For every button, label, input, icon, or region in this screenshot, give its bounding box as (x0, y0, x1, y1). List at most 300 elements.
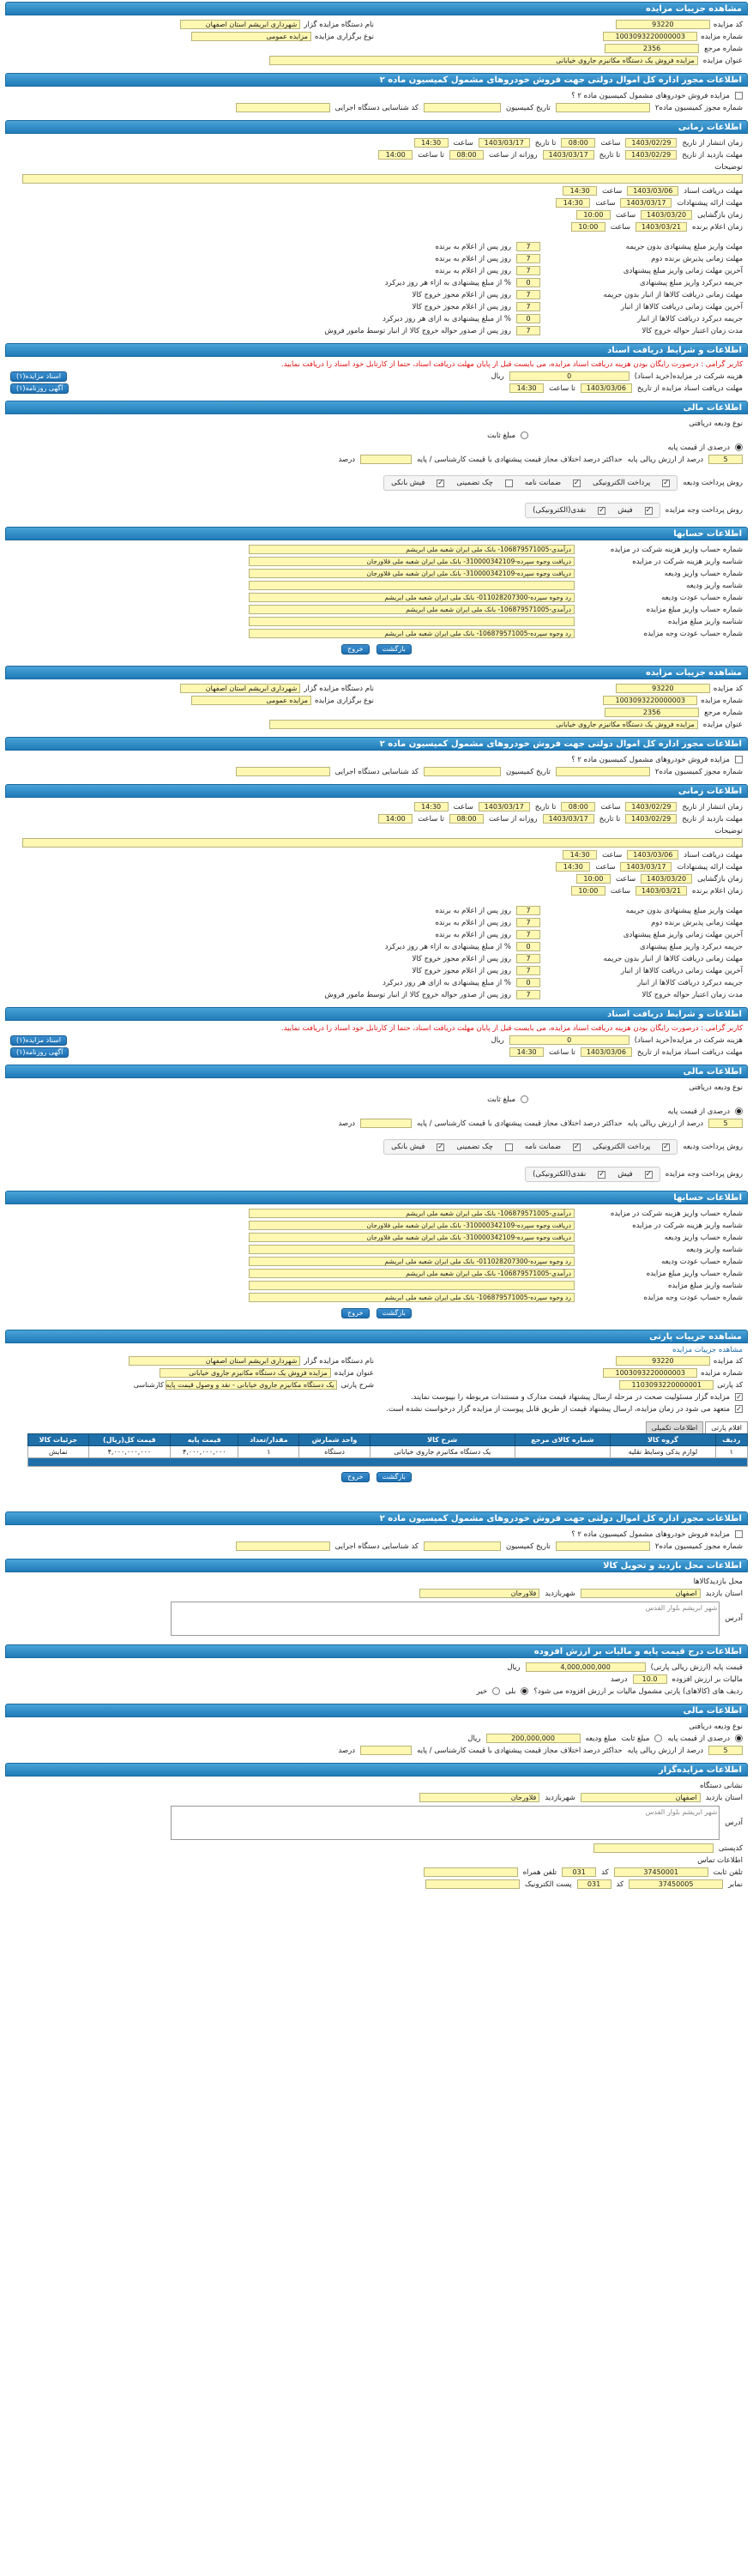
auction-details-link[interactable]: مشاهده جزییات مزایده (672, 1346, 743, 1354)
form-row (10, 31, 743, 42)
form-row (10, 801, 743, 812)
form-row (10, 90, 743, 101)
org-name-field[interactable]: شهرداری ابریشم استان اصفهان (180, 684, 300, 693)
form-row (10, 1792, 743, 1803)
field-label: ساعت (602, 850, 623, 860)
lot-description[interactable]: یک دستگاه مکانیزم جاروی خیابانی - نقد و وصول قیمت پایه کارشناسی (166, 1380, 337, 1390)
account-value-field[interactable]: درآمدی-106879571005- بانک ملی ایران شعبه ملی ابریشم (249, 605, 575, 614)
percent-radio[interactable] (735, 1734, 743, 1742)
deadline-value-field[interactable]: 7 (516, 966, 540, 975)
timing-description-field[interactable] (22, 838, 743, 848)
daily-from-time[interactable]: 08:00 (449, 814, 484, 823)
account-value-field[interactable]: رد وجوه سپرده-106879571005- بانک ملی ایران شعبه ملی ابریشم (249, 629, 575, 638)
field-label: نوع ودیعه دریافتی (689, 1722, 743, 1731)
vat-no-radio[interactable] (492, 1687, 500, 1695)
deadline-value-field[interactable]: 0 (516, 942, 540, 951)
deadline-value-field[interactable]: 7 (516, 290, 540, 299)
field-label: مهلت زمانی دریافت کالاها از انبار بدون جریمه (603, 290, 743, 299)
form-row (10, 1576, 743, 1587)
doc-fee-field[interactable]: 0 (509, 371, 630, 381)
field-label: عنوان مزایده (702, 56, 743, 65)
visit-address-field[interactable]: شهر ابریشم بلوار القدس (171, 1602, 720, 1636)
commission-date-field[interactable] (424, 1541, 501, 1551)
form-row (10, 1804, 743, 1842)
visit-header: اطلاعات محل بازدید و تحویل کالا (5, 1559, 748, 1572)
deadline-value-field[interactable]: 0 (516, 978, 540, 987)
doc-from-date[interactable]: 1403/03/06 (581, 383, 632, 393)
lot-subject[interactable]: مزایده فروش یک دستگاه مکانیزم جاروی خیابانی (160, 1368, 331, 1378)
field-label: نام دستگاه مزایده گزار (304, 684, 374, 693)
account-label: شماره حساب واریز مبلغ مزایده (646, 605, 743, 614)
form-half (379, 684, 743, 693)
account-value-field[interactable]: رد وجوه سپرده-011028207300- بانک ملی ایران شعبه ملی ابریشم (249, 593, 575, 602)
percent-value-field[interactable]: 5 (708, 1746, 743, 1755)
deposit-method-label: چک تضمینی (456, 479, 493, 487)
field-label: شماره مجوز کمیسیون ماده۲ (654, 103, 743, 112)
lot-check-2[interactable]: ✓ (736, 1405, 742, 1413)
deadline-value-field[interactable]: 7 (516, 254, 540, 263)
commission-license-field[interactable] (556, 767, 650, 776)
lot-panel (5, 1330, 748, 1418)
publish-from-time[interactable]: 08:00 (561, 802, 595, 811)
account-row (10, 1292, 743, 1303)
visit-from-date[interactable]: 1403/02/29 (625, 150, 677, 160)
field-label: نوع برگزاری مزایده (314, 32, 374, 41)
form-row (10, 929, 743, 940)
visit-to-date[interactable]: 1403/03/17 (543, 150, 594, 160)
field-label: مهلت بازدید از تاریخ (682, 814, 743, 823)
field-label: توضیحات (714, 162, 743, 172)
auction-number-field[interactable]: 1003093220000003 (603, 696, 697, 705)
form-row (10, 289, 743, 300)
back-button[interactable]: بازگشت (376, 644, 412, 655)
doc-time-field[interactable]: 14:30 (563, 186, 597, 196)
account-value-field[interactable]: دریافت وجوه سپرده-310000342109- بانک ملی ایران شعبه ملی فلاورجان (249, 557, 575, 566)
org-body (5, 1777, 748, 1893)
table-cell: ۱ (715, 1446, 747, 1458)
first-accounts-panel (5, 527, 748, 662)
deposit-method-checkbox[interactable]: ✓ (663, 1142, 670, 1151)
form-row (10, 766, 743, 777)
lot-tab[interactable]: اقلام پارتی (705, 1421, 748, 1433)
account-label: شناسه واریز مبلغ مزایده (667, 617, 743, 626)
account-row (10, 1280, 743, 1291)
deadline-value-field[interactable]: 7 (516, 918, 540, 927)
first-vehicle-body (5, 87, 748, 117)
deadline-value-field[interactable]: 7 (516, 930, 540, 939)
account-value-field[interactable]: رد وجوه سپرده-011028207300- بانک ملی ایران شعبه ملی ابریشم (249, 1257, 575, 1266)
field-label: زمان اعلام برنده (692, 886, 743, 896)
commission-date-field[interactable] (424, 103, 501, 112)
table-cell[interactable]: نمایش (28, 1446, 89, 1458)
form-row (10, 917, 743, 928)
field-label: جریمه دیرکرد واریز مبلغ پیشنهادی (639, 278, 743, 287)
org-header: اطلاعات مزایده‌گزار (5, 1763, 748, 1777)
doc-fee-field[interactable]: 0 (509, 1035, 630, 1045)
second-accounts-header: اطلاعات حسابها (5, 1191, 748, 1204)
diff-percent-field[interactable] (360, 1746, 412, 1755)
account-value-field[interactable] (249, 1245, 575, 1254)
first-auction-header: مشاهده جزییات مزایده (5, 2, 748, 15)
winner-date-field[interactable]: 1403/03/21 (636, 886, 687, 896)
publish-to-time[interactable]: 14:30 (414, 802, 449, 811)
field-label: حداکثر درصد اختلاف مجاز قیمت پیشنهادی با قیمت کارشناسی / پایه (417, 1119, 623, 1128)
executive-id-field[interactable] (236, 1541, 330, 1551)
commission-license-field[interactable] (556, 103, 650, 112)
field-label: کد مزایده (713, 20, 743, 29)
form-row (10, 849, 743, 860)
deposit-method-label: پرداخت الکترونیکی (593, 1143, 651, 1151)
lot-org-name[interactable]: شهرداری ابریشم استان اصفهان (129, 1356, 300, 1366)
percent-radio[interactable] (735, 443, 743, 451)
auction-type-field[interactable]: مزایده عمومی (191, 696, 311, 705)
timing-description-field[interactable] (22, 174, 743, 184)
doc-date-field[interactable]: 1403/03/06 (627, 850, 678, 860)
doc-to-time[interactable]: 14:30 (509, 1047, 544, 1057)
account-value-field[interactable]: دریافت وجوه سپرده-310000342109- بانک ملی ایران شعبه ملی فلاورجان (249, 1221, 575, 1230)
field-label: درصد از ارزش ریالی پایه (627, 1746, 703, 1755)
offer-time-field[interactable]: 14:30 (556, 862, 590, 872)
form-row (10, 371, 743, 382)
field-label: مبلغ ثابت (487, 1095, 515, 1104)
fixed-amount-radio[interactable] (521, 1095, 528, 1103)
deposit-methods-group (383, 475, 678, 491)
doc-warning: کاربر گرامی : درصورت رایگان بودن هزینه دریافت اسناد مزایده، می بایست قبل از پایان مهلت دریافت اسناد، حتما از کارتابل خود اسناد را دریافت نمایید. (280, 1024, 743, 1033)
phone-code-field[interactable]: 031 (562, 1867, 596, 1877)
account-value-field[interactable] (249, 581, 575, 590)
second-auction-panel (5, 666, 748, 733)
account-label: شماره حساب عودت وجه مزایده (643, 1293, 743, 1302)
field-label: درصد (610, 1674, 628, 1684)
auction-code-field[interactable]: 93220 (616, 20, 710, 29)
field-label: زمان انتشار از تاریخ (682, 138, 743, 148)
newspaper-ad-button[interactable]: آگهی روزنامه(۱) (10, 383, 69, 394)
second-finance-header: اطلاعات مالی (5, 1065, 748, 1078)
winner-date-field[interactable]: 1403/03/21 (636, 222, 687, 232)
field-label: روش پرداخت وجه مزایده (665, 506, 743, 515)
deadline-value-field[interactable]: 7 (516, 906, 540, 915)
fax-field[interactable]: 37450005 (629, 1879, 723, 1889)
winner-time-field[interactable]: 10:00 (571, 222, 605, 232)
auction-subject-field[interactable]: مزایده فروش یک دستگاه مکانیزم جاروی خیابانی (269, 56, 698, 65)
doc-download-button[interactable]: اسناد مزایده(۱) (10, 371, 67, 382)
account-label: شناسه واریز ودیعه (686, 581, 743, 590)
commission-checkbox[interactable] (735, 1530, 743, 1538)
form-row (10, 1035, 743, 1046)
deadline-value-field[interactable]: 7 (516, 242, 540, 251)
deposit-method-label: فیش بانکی (391, 479, 425, 487)
mobile-field[interactable] (424, 1867, 518, 1877)
postal-code-field[interactable] (593, 1843, 714, 1853)
field-label: هزینه شرکت در مزایده(خرید اسناد) (634, 371, 743, 381)
field-label: ساعت (600, 802, 621, 811)
org-address-field[interactable]: شهر ابریشم بلوار القدس (171, 1806, 720, 1840)
price-method-checkbox[interactable]: ✓ (645, 1169, 652, 1179)
publish-to-date[interactable]: 1403/03/17 (479, 802, 530, 811)
commission-checkbox[interactable] (735, 756, 743, 763)
auction-subject-field[interactable]: مزایده فروش یک دستگاه مکانیزم جاروی خیابانی (269, 720, 698, 729)
field-label: ساعت (595, 198, 616, 208)
field-label: ساعت (600, 138, 621, 148)
visit-to-date[interactable]: 1403/03/17 (543, 814, 594, 823)
doc-from-date[interactable]: 1403/03/06 (581, 1047, 632, 1057)
commission-date-field[interactable] (424, 767, 501, 776)
lot-auction-code[interactable]: 93220 (616, 1356, 710, 1366)
deposit-method-checkbox[interactable] (505, 480, 513, 487)
offer-date-field[interactable]: 1403/03/17 (620, 862, 672, 872)
field-label: ریال (491, 371, 504, 381)
form-row (10, 695, 743, 706)
form-row (10, 861, 743, 872)
doc-time-field[interactable]: 14:30 (563, 850, 597, 860)
separator (10, 897, 743, 904)
account-label: شماره حساب واریز مبلغ مزایده (646, 1269, 743, 1278)
deposit-method-checkbox[interactable]: ✓ (573, 1142, 581, 1151)
form-row (10, 1855, 743, 1866)
form-row (10, 1355, 743, 1366)
commission-checkbox[interactable] (735, 92, 743, 100)
org-province-field[interactable]: اصفهان (581, 1793, 701, 1802)
publish-from-date[interactable]: 1403/02/29 (625, 138, 677, 148)
executive-id-field[interactable] (236, 103, 330, 112)
field-label: شماره مرجع (704, 708, 743, 717)
field-label: مهلت زمانی پذیرش برنده دوم (651, 254, 743, 263)
deadline-value-field[interactable]: 7 (516, 326, 540, 335)
phone-field[interactable]: 37450001 (614, 1867, 708, 1877)
field-label: روزانه از ساعت (489, 814, 538, 823)
field-label: اطلاعات تماس (697, 1855, 743, 1865)
field-label: ساعت (453, 802, 473, 811)
account-value-field[interactable] (249, 617, 575, 626)
field-label: کدپستی (718, 1843, 743, 1853)
field-label: مهلت دریافت اسناد مزایده از تاریخ (636, 383, 743, 393)
form-row (10, 1662, 743, 1673)
field-label: توضیحات (714, 826, 743, 836)
field-label: تا تاریخ (534, 802, 557, 811)
field-label: روز پس از صدور حواله خروج کالا از انبار توسط مامور فروش (324, 990, 511, 999)
field-label: زمان بازگشایی (697, 210, 743, 220)
ref-number-field[interactable]: 2356 (605, 708, 699, 717)
executive-id-field[interactable] (236, 767, 330, 776)
offer-time-field[interactable]: 14:30 (556, 198, 590, 208)
account-value-field[interactable] (249, 1281, 575, 1290)
diff-percent-field[interactable] (360, 1119, 412, 1128)
fax-code-field[interactable]: 031 (577, 1879, 611, 1889)
doc-warning: کاربر گرامی : درصورت رایگان بودن هزینه دریافت اسناد مزایده، می بایست قبل از پایان مهلت دریافت اسناد، حتما از کارتابل خود اسناد را دریافت نمایید. (280, 360, 743, 369)
second-docs-header: اطلاعات و شرایط دریافت اسناد (5, 1007, 748, 1021)
deadline-value-field[interactable]: 0 (516, 314, 540, 323)
form-row (10, 454, 743, 465)
field-label: آخرین مهلت زمانی واریز مبلغ پیشنهادی (623, 266, 743, 275)
deadline-value-field[interactable]: 7 (516, 302, 540, 311)
price-method-checkbox[interactable]: ✓ (599, 1169, 605, 1179)
ref-number-field[interactable]: 2356 (605, 44, 699, 53)
first-accounts-header: اطلاعات حسابها (5, 527, 748, 540)
deposit-method-checkbox[interactable]: ✓ (663, 478, 670, 487)
org-name-field[interactable]: شهرداری ابریشم استان اصفهان (180, 20, 300, 29)
open-date-field[interactable]: 1403/03/20 (641, 874, 692, 884)
diff-percent-field[interactable] (360, 455, 412, 464)
field-label: روز پس از اعلام به برنده (435, 254, 511, 263)
field-label: نام دستگاه مزایده گزار (304, 20, 374, 29)
lot-body (5, 1343, 748, 1418)
winner-time-field[interactable]: 10:00 (571, 886, 605, 896)
second-accounts-body (5, 1204, 748, 1326)
newspaper-ad-button[interactable]: آگهی روزنامه(۱) (10, 1047, 69, 1058)
percent-value-field[interactable]: 5 (708, 455, 743, 464)
deposit-method-checkbox[interactable]: ✓ (437, 1142, 444, 1151)
auction-type-field[interactable]: مزایده عمومی (191, 32, 311, 41)
field-label: مهلت دریافت اسناد (684, 186, 743, 196)
back-button[interactable]: بازگشت (376, 1308, 412, 1318)
daily-to-time[interactable]: 14:00 (378, 814, 413, 823)
account-value-field[interactable]: درآمدی-106879571005- بانک ملی ایران شعبه ملی ابریشم (249, 545, 575, 554)
form-row (10, 754, 743, 765)
fixed-amount-radio[interactable] (521, 431, 528, 439)
deadline-value-field[interactable]: 7 (516, 954, 540, 963)
deposit-method-checkbox[interactable]: ✓ (573, 478, 581, 487)
vat-field[interactable]: 10.0 (633, 1674, 667, 1684)
doc-date-field[interactable]: 1403/03/06 (627, 186, 678, 196)
field-label: درصد (338, 1119, 356, 1128)
visit-city-field[interactable]: فلاورجان (419, 1589, 539, 1598)
field-label: درصد (338, 1746, 356, 1755)
doc-to-time[interactable]: 14:30 (509, 383, 544, 393)
separator (10, 1130, 743, 1137)
auction-number-field[interactable]: 1003093220000003 (603, 32, 697, 41)
field-label: شرح پارتی (340, 1380, 374, 1390)
open-date-field[interactable]: 1403/03/20 (641, 210, 692, 220)
visit-body (5, 1572, 748, 1641)
first-auction-body (5, 15, 748, 69)
org-city-field[interactable]: فلاورجان (419, 1793, 539, 1802)
field-label: ساعت (453, 138, 473, 148)
account-value-field[interactable]: درآمدی-106879571005- بانک ملی ایران شعبه ملی ابریشم (249, 1209, 575, 1218)
field-label: شماره مجوز کمیسیون ماده۲ (654, 1541, 743, 1551)
publish-to-time[interactable]: 14:30 (414, 138, 449, 148)
publish-from-date[interactable]: 1403/02/29 (625, 802, 677, 811)
publish-from-time[interactable]: 08:00 (561, 138, 595, 148)
field-label: شماره مزایده (701, 696, 743, 705)
form-half (10, 1356, 374, 1366)
price-method-checkbox[interactable]: ✓ (599, 505, 605, 515)
deposit-method-checkbox[interactable] (505, 1143, 513, 1151)
account-row (10, 568, 743, 579)
fixed-amount-radio[interactable] (654, 1734, 662, 1742)
deadline-value-field[interactable]: 7 (516, 266, 540, 275)
table-cell: دستگاه (299, 1446, 370, 1458)
offer-date-field[interactable]: 1403/03/17 (620, 198, 672, 208)
deadline-value-field[interactable]: 0 (516, 278, 540, 287)
deposit-amount-field[interactable]: 200,000,000 (486, 1734, 581, 1743)
lot-code[interactable]: 1103093220000001 (619, 1380, 714, 1390)
price-body (5, 1658, 748, 1700)
table-row (28, 1446, 748, 1458)
field-label: تا تاریخ (599, 150, 621, 160)
table-cell (515, 1446, 611, 1458)
field-label: % از مبلغ پیشنهادی به ازای هر روز دیرکرد (383, 978, 511, 987)
field-label: تا تاریخ (599, 814, 621, 823)
field-label: % از مبلغ پیشنهادی به ازاء هر روز دیرکرد (384, 278, 511, 287)
lot-buttons (0, 1472, 753, 1482)
field-label: مهلت بازدید از تاریخ (682, 150, 743, 160)
back-button[interactable]: بازگشت (376, 1472, 412, 1482)
base-price-field[interactable]: 4,000,000,000 (526, 1662, 646, 1672)
extra-vehicle-body (5, 1525, 748, 1555)
form-row (10, 1733, 743, 1744)
field-label: مدت زمان اعتبار حواله خروج کالا (642, 990, 743, 999)
exit-button[interactable]: خروج (341, 644, 369, 655)
form-row (10, 1879, 743, 1890)
account-value-field[interactable]: دریافت وجوه سپرده-310000342109- بانک ملی ایران شعبه ملی فلاورجان (249, 569, 575, 578)
form-row (10, 977, 743, 988)
price-method-checkbox[interactable]: ✓ (645, 505, 652, 515)
percent-radio[interactable] (735, 1107, 743, 1115)
form-row (10, 873, 743, 884)
column-header: مقدار/تعداد (238, 1434, 299, 1446)
visit-province-field[interactable]: اصفهان (581, 1589, 701, 1598)
field-label: شماره مزایده (701, 1368, 743, 1378)
account-value-field[interactable]: درآمدی-106879571005- بانک ملی ایران شعبه ملی ابریشم (249, 1269, 575, 1278)
account-row (10, 544, 743, 555)
vat-yes-radio[interactable] (521, 1687, 528, 1695)
exit-button[interactable]: خروج (341, 1472, 369, 1482)
open-time-field[interactable]: 10:00 (576, 874, 611, 884)
commission-license-field[interactable] (556, 1541, 650, 1551)
account-row (10, 556, 743, 567)
field-label: درصد (338, 455, 356, 464)
price-method-label: فیش (617, 1170, 633, 1179)
org-panel (5, 1763, 748, 1893)
doc-download-button[interactable]: اسناد مزایده(۱) (10, 1035, 67, 1046)
daily-from-time[interactable]: 08:00 (449, 150, 484, 160)
daily-to-time[interactable]: 14:00 (378, 150, 413, 160)
field-label: پست الکترونیک (525, 1879, 572, 1889)
email-field[interactable] (425, 1879, 520, 1889)
lot-tab[interactable]: اطلاعات تکمیلی (646, 1421, 704, 1433)
field-label: نشانی دستگاه (700, 1781, 743, 1790)
account-value-field[interactable]: دریافت وجوه سپرده-310000342109- بانک ملی ایران شعبه ملی فلاورجان (249, 1233, 575, 1242)
account-buttons (10, 644, 743, 655)
form-half (379, 20, 743, 29)
form-row (10, 1403, 743, 1415)
field-label: تاریخ کمیسیون (505, 1541, 551, 1551)
deadline-value-field[interactable]: 7 (516, 990, 540, 999)
lot-auction-number[interactable]: 1003093220000003 (603, 1368, 697, 1378)
second-timing-body (5, 798, 748, 1004)
field-label: مهلت زمانی پذیرش برنده دوم (651, 918, 743, 927)
deposit-method-checkbox[interactable]: ✓ (437, 478, 444, 487)
field-label: تا ساعت (549, 1047, 575, 1057)
account-label: شناسه واریز هزینه شرکت در مزایده (632, 557, 743, 566)
column-header: گروه کالا (611, 1434, 715, 1446)
publish-to-date[interactable]: 1403/03/17 (479, 138, 530, 148)
account-label: شماره حساب واریز هزینه شرکت در مزایده (610, 545, 743, 554)
visit-from-date[interactable]: 1403/02/29 (625, 814, 677, 823)
auction-code-field[interactable]: 93220 (616, 684, 710, 693)
account-row (10, 1208, 743, 1219)
form-row (10, 953, 743, 964)
first-vehicle-panel (5, 73, 748, 117)
percent-value-field[interactable]: 5 (708, 1119, 743, 1128)
account-value-field[interactable]: رد وجوه سپرده-106879571005- بانک ملی ایران شعبه ملی ابریشم (249, 1293, 575, 1302)
open-time-field[interactable]: 10:00 (576, 210, 611, 220)
exit-button[interactable]: خروج (341, 1308, 369, 1318)
field-label: بلی (505, 1686, 516, 1696)
table-header-row (28, 1434, 748, 1446)
form-row (10, 1721, 743, 1732)
lot-check-1[interactable]: ✓ (736, 1393, 742, 1401)
